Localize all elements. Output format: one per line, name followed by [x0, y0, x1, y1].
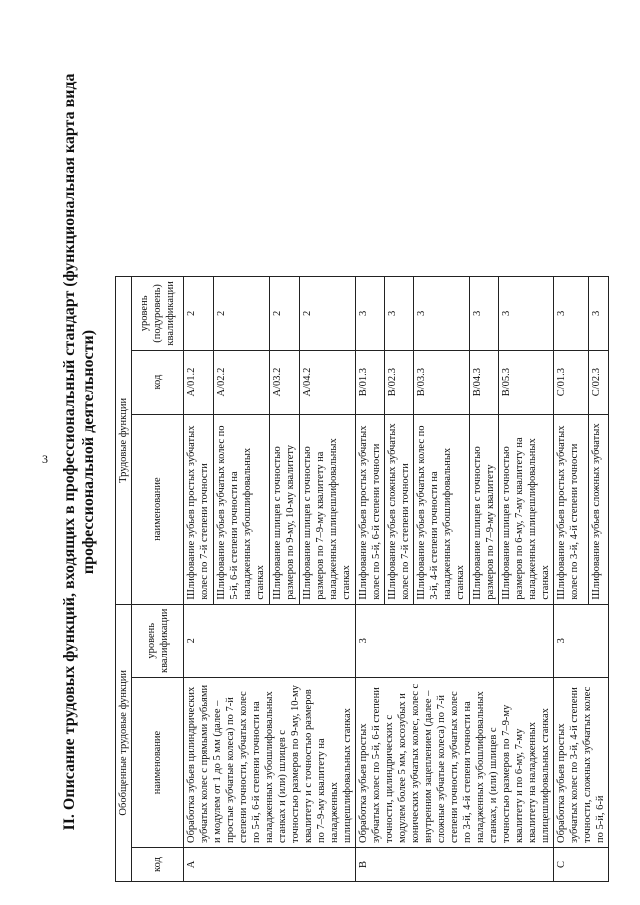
rotated-sheet: [60, 12, 606, 892]
function-sublevel: 2: [184, 277, 214, 350]
function-name: Шлифование шлицев с точностью размеров по 7–9-му квалитету: [469, 414, 498, 604]
function-code: A/01.2: [184, 350, 214, 414]
function-sublevel: 3: [356, 277, 385, 350]
group-level: 2: [184, 604, 356, 677]
function-name: Шлифование зубьев сложных зубчатых колес по 7-й степени точности: [385, 414, 414, 604]
table-body: [184, 277, 609, 882]
function-name: Шлифование шлицев с точностью размеров по 7–9-му квалитету на наладженных шлицешлифовальных станках: [299, 414, 355, 604]
function-sublevel: 3: [554, 277, 589, 350]
function-name: Шлифование шлицев с точностью размеров по 6-му, 7-му квалитету на наладженных шлицешлифовальных станках: [498, 414, 553, 604]
name-header: наименование: [132, 678, 184, 848]
functional-map-table: [115, 276, 609, 882]
function-code: B/05.3: [498, 350, 553, 414]
function-name: Шлифование зубьев сложных зубчатых: [589, 414, 609, 604]
function-name: Шлифование зубьев простых зубчатых колес по 7-й степени точности: [184, 414, 214, 604]
function-name: Шлифование шлицев с точностью размеров по 9-му, 10-му квалитету: [269, 414, 299, 604]
group-level: 3: [554, 604, 609, 677]
function-sublevel: 3: [414, 277, 469, 350]
function-sublevel: 2: [213, 277, 269, 350]
function-sublevel: 3: [589, 277, 609, 350]
function-code: A/02.2: [213, 350, 269, 414]
function-sublevel: 3: [469, 277, 498, 350]
title-line-1: II. Описание трудовых функций, входящих в профессиональный стандарт (функциональная карта вида: [61, 73, 78, 831]
function-name: Шлифование зубьев простых зубчатых колес по 5-й, 6-й степени точности: [356, 414, 385, 604]
function-code: B/02.3: [385, 350, 414, 414]
function-sublevel: 2: [269, 277, 299, 350]
level-header: уровень квалификации: [132, 604, 184, 677]
document-title: [60, 12, 98, 892]
function-code: B/04.3: [469, 350, 498, 414]
table-row: [356, 277, 385, 882]
code-header: код: [132, 848, 184, 882]
function-name: Шлифование зубьев зубчатых колес по 5-й, 6-й степени точности на наладженных зубошлифовальных станках: [213, 414, 269, 604]
group-name: Обработка зубьев простых зубчатых колес по 3-й, 4-й степени точности, сложных зубчатых колес по 5-й, 6-й: [554, 678, 609, 848]
function-code: B/01.3: [356, 350, 385, 414]
group-code: B: [356, 848, 554, 882]
function-name: Шлифование зубьев простых зубчатых колес по 3-й, 4-й степени точности: [554, 414, 589, 604]
group-code: C: [554, 848, 609, 882]
function-code: A/03.2: [269, 350, 299, 414]
table-row: [554, 277, 589, 882]
function-sublevel: 3: [385, 277, 414, 350]
generalized-functions-header: Обобщенные трудовые функции: [116, 604, 132, 881]
function-sublevel: 2: [299, 277, 355, 350]
group-code: A: [184, 848, 356, 882]
labor-functions-header: Трудовые функции: [116, 277, 132, 604]
group-level: 3: [356, 604, 554, 677]
table-row: [184, 277, 214, 882]
function-code: C/02.3: [589, 350, 609, 414]
sublevel-header: уровень (подуровень) квалификации: [132, 277, 184, 350]
function-name: Шлифование зубьев зубчатых колес по 3-й, 4-й степени точности на наладженных зубошлифовальных станках: [414, 414, 469, 604]
group-name: Обработка зубьев цилиндрических зубчатых колес с прямыми зубьями и модулем от 1 до 5 мм (далее – простые зубчатые колеса) по 7-й степени точности, зубчатых колес по 5-й, 6-й степени точности на наладженных зубошлифовальных станках и (или) шлицев с точностью размеров по 9-му, 10-му квалитету и с точностью размеров по 7–9-му квалитету на наладженных шлицешлифовальных станках: [184, 678, 356, 848]
tf-code-header: код: [132, 350, 184, 414]
function-code: A/04.2: [299, 350, 355, 414]
function-code: C/01.3: [554, 350, 589, 414]
group-name: Обработка зубьев простых зубчатых колес по 5-й, 6-й степени точности, цилиндрических с модулем более 5 мм, косозубых и конических зубчатых колес, колес с внутренним зацеплением (далее – сложные зубчатые колеса) по 7-й степени точности, зубчатых колес по 3-й, 4-й степени точности на наладженных зубошлифовальных станках, и (или) шлицев с точностью размеров по 7–9-му квалитету и по 6-му, 7-му квалитету на наладженных шлицешлифовальных станках: [356, 678, 554, 848]
page-number: 3: [42, 452, 48, 466]
title-line-2: профессиональной деятельности): [80, 329, 97, 575]
function-sublevel: 3: [498, 277, 553, 350]
tf-name-header: наименование: [132, 414, 184, 604]
function-code: B/03.3: [414, 350, 469, 414]
